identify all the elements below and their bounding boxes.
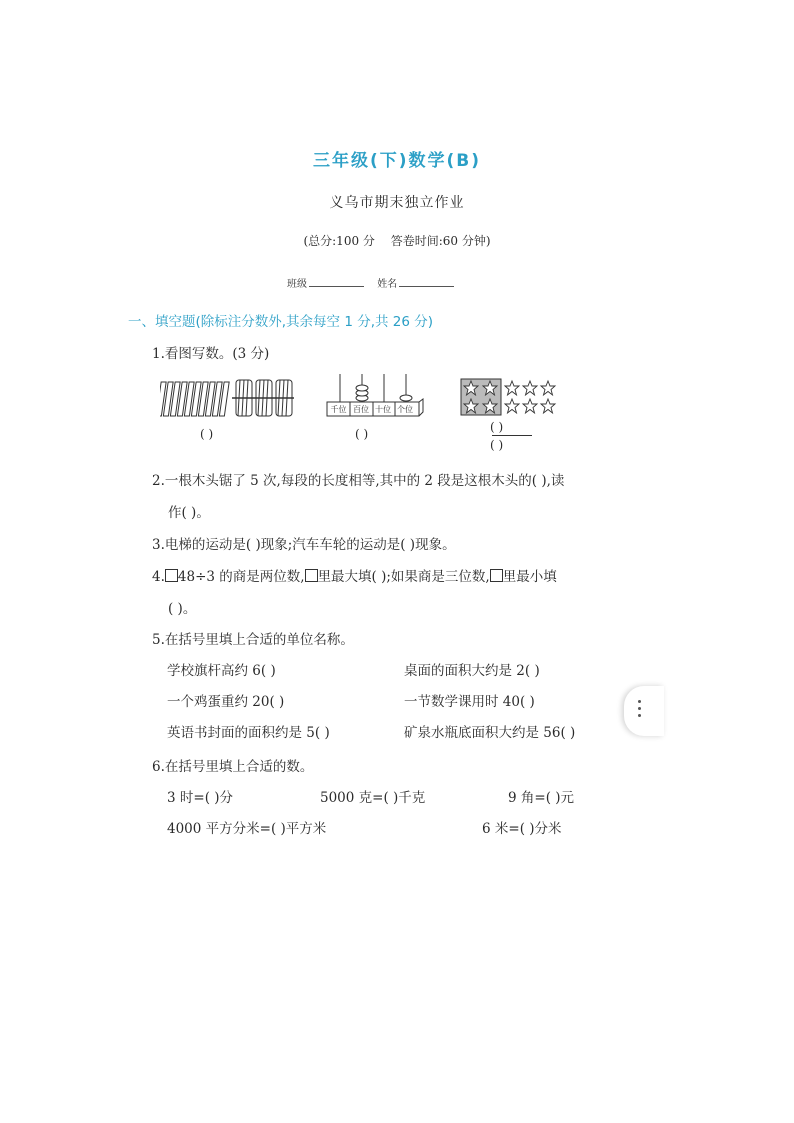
blank-box [490,569,503,582]
name-label: 姓名 [377,279,398,290]
answer-1c-top[interactable]: ( ) [490,420,504,434]
blank-box [305,569,318,582]
answer-1b[interactable]: ( ) [355,427,369,441]
q5-item: 英语书封面的面积约是 5( ) [167,725,330,741]
answer-1c-bottom[interactable]: ( ) [490,438,504,452]
more-vertical-icon[interactable] [638,700,642,721]
q4-number: 4. [152,569,165,585]
q5-item: 桌面的面积大约是 2( ) [404,663,540,679]
q6-item: 3 时=( )分 [167,790,234,806]
q5-item: 一个鸡蛋重约 20( ) [167,694,285,710]
question-2-line1: 2.一根木头锯了 5 次,每段的长度相等,其中的 2 段是这根木头的( ),读 [152,473,565,489]
class-field[interactable] [309,277,364,287]
question-6: 6.在括号里填上合适的数。 [152,759,314,775]
page-title: 三年级(下)数学(B) [312,151,482,171]
q4-part-b: 48÷3 的商是两位数, [177,569,305,585]
abacus-label-thousands: 千位 [330,405,347,414]
abacus-labels [327,404,416,415]
name-field[interactable] [399,277,454,287]
q6-item: 4000 平方分米=( )平方米 [167,821,327,837]
total-score: (总分:100 分 [303,234,375,248]
page-subtitle: 义乌市期末独立作业 [329,195,465,211]
question-5: 5.在括号里填上合适的单位名称。 [152,632,354,648]
q4-part-c: 里最大填( );如果商是三位数, [317,569,490,585]
question-3: 3.电梯的运动是( )现象;汽车车轮的运动是( )现象。 [152,537,456,553]
q5-item: 学校旗杆高约 6( ) [167,663,276,679]
side-menu-handle[interactable] [624,686,664,736]
abacus-label-hundreds: 百位 [353,405,369,414]
q6-item: 9 角=( )元 [508,790,575,806]
class-label: 班级 [287,279,307,290]
exam-time: 答卷时间:60 分钟) [390,234,491,248]
exam-meta [0,232,794,249]
question-4-line1 [152,565,557,585]
blank-box [165,569,178,582]
abacus-label-tens: 十位 [375,405,391,414]
q5-item: 矿泉水瓶底面积大约是 56( ) [404,725,576,741]
stars-illustration [460,378,564,418]
q4-part-d: 里最小填 [502,569,557,585]
q6-item: 5000 克=( )千克 [320,790,426,806]
question-1: 1.看图写数。(3 分) [152,346,270,362]
name-line [287,275,464,290]
answer-1a[interactable]: ( ) [200,427,214,441]
question-2-line2: 作( )。 [168,505,210,521]
question-4-line2: ( )。 [168,601,197,617]
section-title: 一、填空题(除标注分数外,其余每空 1 分,共 26 分) [128,314,434,330]
q6-item: 6 米=( )分米 [482,821,562,837]
fraction-bar [492,435,532,436]
abacus-label-ones: 个位 [397,405,413,414]
sticks-illustration [160,376,296,420]
q5-item: 一节数学课用时 40( ) [404,694,535,710]
